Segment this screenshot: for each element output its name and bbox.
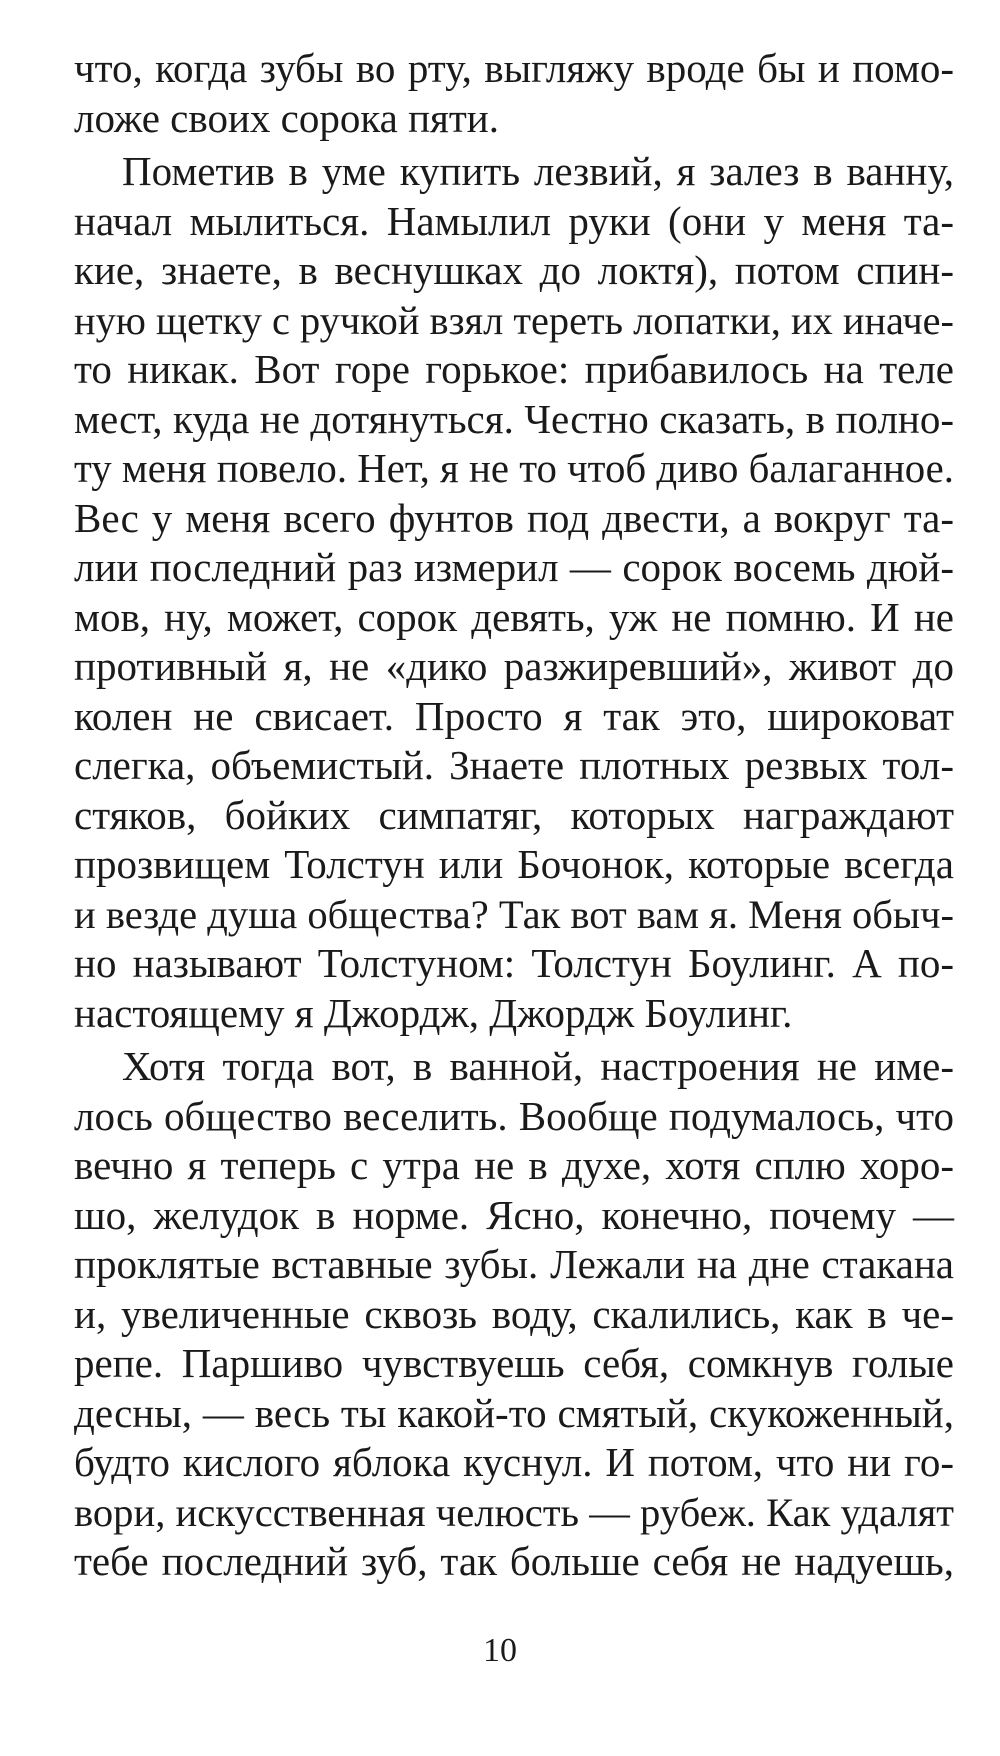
text-line: Хотя тогда вот, в ванной, настроения не име- [122,1043,954,1089]
paragraph [74,147,954,1038]
body-text [74,44,954,1587]
text-line: вечно я теперь с утра не в духе, хотя сплю хоро- [74,1142,954,1188]
page-number: 10 [483,1632,517,1669]
text-line: начал мылиться. Намылил руки (они у меня та- [74,197,954,244]
text-line: будто кислого яблока куснул. И потом, что ни го- [74,1439,954,1485]
text-line: мов, ну, может, сорок девять, уж не помню. И не [74,593,954,640]
text-line: слегка, объемистый. Знаете плотных резвых тол- [74,742,954,788]
text-line: ту меня повело. Нет, я не то чтоб диво балаганное. [74,446,954,491]
text-line: но называют Толстуном: Толстун Боулинг. А по- [74,940,954,986]
text-line: противный я, не «дико разжиревший», живот до [74,643,954,689]
text-line: то никак. Вот горе горькое: прибавилось на теле [74,346,954,392]
text-line: репе. Паршиво чувствуешь себя, сомкнув голые [74,1340,954,1386]
text-line: проклятые вставные зубы. Лежали на дне стакана [74,1241,954,1287]
text-line: настоящему я Джордж, Джордж Боулинг. [74,989,793,1036]
text-line: тебе последний зуб, так больше себя не надуешь, [74,1538,954,1584]
paragraph [74,44,954,143]
text-line: прозвищем Толстун или Бочонок, которые всегда [74,841,954,887]
text-line: мест, куда не дотянуться. Честно сказать, в полно- [74,395,954,442]
text-line: кие, знаете, в веснушках до локтя), потом спин- [74,247,954,293]
text-line: стяков, бойких симпатяг, которых награждают [74,791,954,838]
text-line: вори, искусственная челюсть — рубеж. Как удалят [74,1489,954,1535]
text-line: Вес у меня всего фунтов под двести, а вокруг та- [74,494,954,541]
text-line: лось общество веселить. Вообще подумалось, что [74,1092,954,1139]
text-line: десны, — весь ты какой-то смятый, скукоженный, [74,1389,954,1436]
text-line: что, когда зубы во рту, выгляжу вроде бы и помо- [74,45,954,91]
paragraph [74,1042,954,1587]
text-line: Пометив в уме купить лезвий, я залез в ванну, [122,148,954,194]
text-line: шо, желудок в норме. Ясно, конечно, почему — [74,1191,954,1238]
text-line: колен не свисает. Просто я так это, широковат [74,692,954,739]
text-line: ложе своих сорока пяти. [74,94,499,141]
text-line: лии последний раз измерил — сорок восемь дюй- [74,544,954,590]
text-line: и везде душа общества? Так вот вам я. Меня обыч- [74,891,954,937]
text-line: ную щетку с ручкой взял тереть лопатки, их иначе- [74,297,954,343]
text-line: и, увеличенные сквозь воду, скалились, как в че- [74,1290,954,1337]
